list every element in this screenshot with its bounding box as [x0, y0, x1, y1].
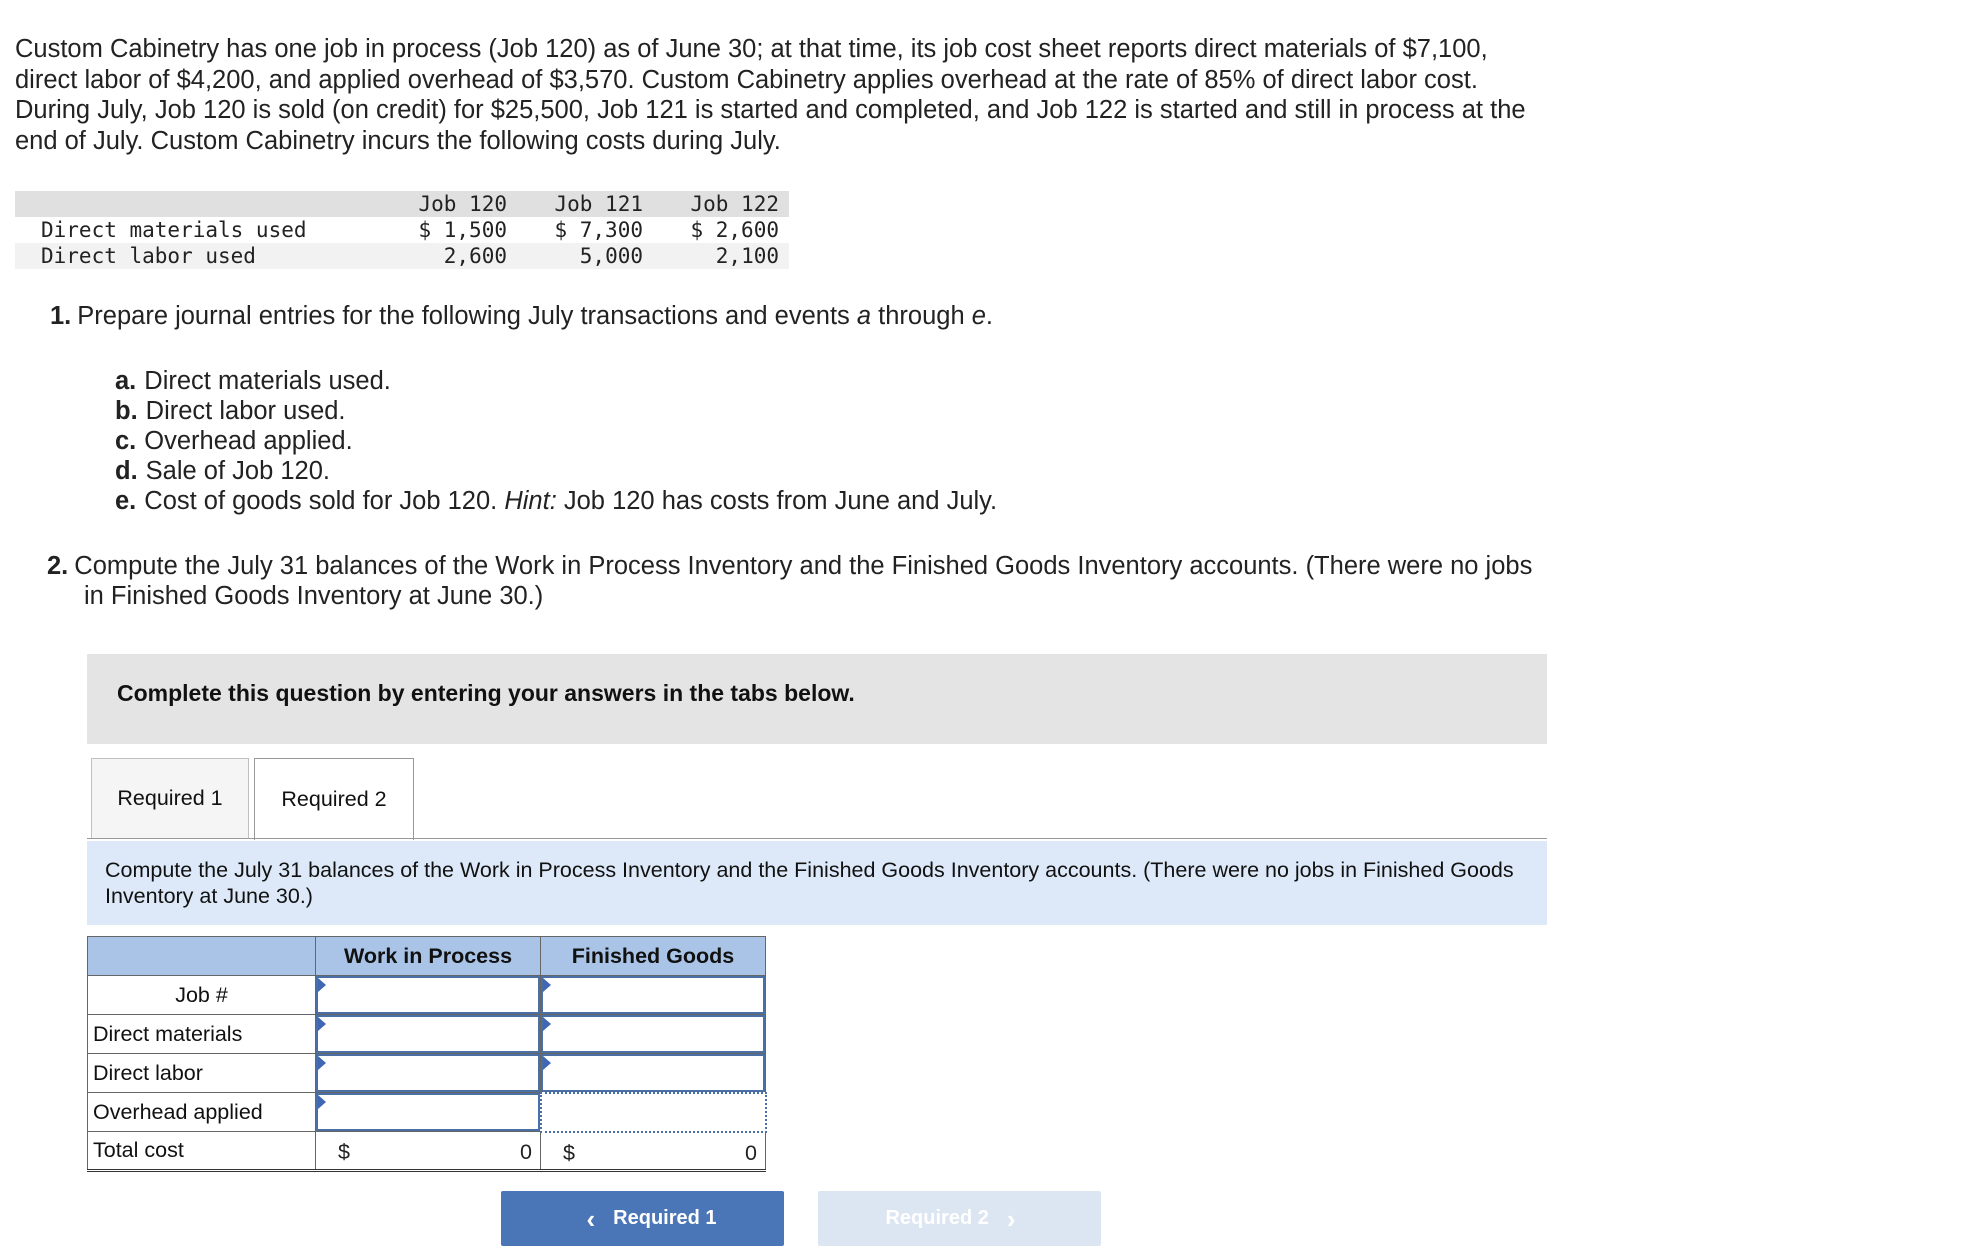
question-number: 1. [50, 302, 72, 330]
question-text: . [985, 302, 993, 330]
marker-icon [318, 1017, 326, 1031]
tab-divider [87, 838, 1547, 839]
currency-symbol: $ [563, 1140, 575, 1165]
marker-icon [318, 1056, 326, 1070]
wip-oh-field[interactable] [316, 1093, 540, 1131]
question-text: Compute the July 31 balances of the Work in Process Inventory and the Finished Goods Inventory accounts. (There were no jobs [74, 552, 1533, 580]
chevron-right-icon: › [1006, 1203, 1016, 1234]
prev-button-label: Required 1 [613, 1207, 717, 1229]
job-cost-table [15, 191, 789, 269]
grid-corner [88, 937, 316, 976]
wip-job-input[interactable] [316, 976, 541, 1015]
cell-value: 5,000 [517, 243, 653, 269]
total-value: 0 [520, 1140, 532, 1164]
instructions-banner [87, 654, 1547, 744]
tab-required-2[interactable]: Required 2 [254, 758, 414, 840]
wip-dm-field[interactable] [316, 1015, 540, 1053]
list-item: c. Overhead applied. [115, 427, 353, 455]
question-text: in Finished Goods Inventory at June 30.) [84, 582, 544, 610]
fg-total [541, 1132, 766, 1171]
question-2 [47, 551, 1647, 611]
row-label: Direct materials used [15, 217, 381, 243]
intro-line: Custom Cabinetry has one job in process (Job 120) as of June 30; at that time, its job cost sheet reports direct materials of $7,100, [15, 35, 1488, 63]
fg-oh-input[interactable] [541, 1093, 766, 1132]
total-row [88, 1132, 766, 1171]
wip-dl-input[interactable] [316, 1054, 541, 1093]
next-required-button [818, 1191, 1101, 1246]
wip-job-field[interactable] [316, 976, 540, 1014]
tab-required-1[interactable]: Required 1 [91, 758, 249, 838]
header-blank [15, 191, 381, 217]
question-italic: e [971, 302, 986, 330]
column-header-fg: Finished Goods [541, 937, 766, 976]
header-job-121: Job 121 [517, 191, 653, 217]
row-label: Direct materials [88, 1015, 316, 1054]
intro-line: During July, Job 120 is sold (on credit) for $25,500, Job 121 is started and completed, and Job 122 is started and still in process at the [15, 96, 1526, 124]
question-text: through [871, 302, 972, 330]
total-value: 0 [745, 1140, 757, 1165]
currency-symbol: $ [338, 1140, 350, 1164]
question-1 [50, 302, 993, 331]
wip-dl-field[interactable] [316, 1054, 540, 1092]
row-label: Total cost [88, 1132, 316, 1171]
grid-header-row [88, 937, 766, 976]
fg-dm-input[interactable] [541, 1015, 766, 1054]
question-italic: a [856, 302, 872, 330]
wip-dm-input[interactable] [316, 1015, 541, 1054]
intro-line: end of July. Custom Cabinetry incurs the following costs during July. [15, 126, 781, 155]
table-header-row [15, 191, 789, 217]
list-item: d. Sale of Job 120. [115, 457, 330, 485]
table-row [88, 1093, 766, 1132]
fg-job-input[interactable] [541, 976, 766, 1015]
row-label: Direct labor [88, 1054, 316, 1093]
question-text: Prepare journal entries for the following July transactions and events [77, 302, 857, 330]
table-row [15, 217, 789, 243]
marker-icon [543, 1017, 551, 1031]
cell-value: $ 2,600 [653, 217, 789, 243]
table-row [88, 1054, 766, 1093]
question-1-items [115, 366, 997, 516]
answer-grid [87, 936, 767, 1172]
cell-value: 2,100 [653, 243, 789, 269]
fg-dl-input[interactable] [541, 1054, 766, 1093]
banner-text: Complete this question by entering your answers in the tabs below. [117, 680, 855, 706]
header-job-120: Job 120 [381, 191, 517, 217]
tab-instruction: Compute the July 31 balances of the Work in Process Inventory and the Finished Goods Inventory accounts. (There were no jobs in Finished Goods Inventory at June 30.) [87, 841, 1547, 925]
fg-dm-field[interactable] [541, 1015, 765, 1053]
prev-required-button[interactable] [501, 1191, 784, 1246]
list-item: a. Direct materials used. [115, 367, 391, 395]
marker-icon [543, 1056, 551, 1070]
row-label: Overhead applied [88, 1093, 316, 1132]
header-job-122: Job 122 [653, 191, 789, 217]
fg-job-field[interactable] [541, 976, 765, 1014]
wip-total [316, 1132, 541, 1171]
column-header-wip: Work in Process [316, 937, 541, 976]
dropdown-marker-icon [543, 978, 551, 992]
fg-dl-field[interactable] [541, 1054, 765, 1092]
marker-icon [318, 1095, 326, 1109]
list-item: e. Cost of goods sold for Job 120. Hint: Job 120 has costs from June and July. [115, 487, 998, 515]
row-label: Direct labor used [15, 243, 381, 269]
intro-line: direct labor of $4,200, and applied overhead of $3,570. Custom Cabinetry applies overhead at the rate of 85% of direct labor cost. [15, 65, 1478, 94]
table-row [88, 976, 766, 1015]
list-item: b. Direct labor used. [115, 397, 346, 425]
row-label: Job # [88, 976, 316, 1015]
next-button-label: Required 2 [885, 1207, 989, 1229]
hint-label: Hint: [504, 487, 557, 515]
dropdown-marker-icon [318, 978, 326, 992]
table-row [88, 1015, 766, 1054]
table-row [15, 243, 789, 269]
question-number: 2. [47, 552, 69, 580]
cell-value: $ 7,300 [517, 217, 653, 243]
problem-intro [15, 34, 1655, 156]
wip-oh-input[interactable] [316, 1093, 541, 1132]
cell-value: $ 1,500 [381, 217, 517, 243]
cell-value: 2,600 [381, 243, 517, 269]
chevron-left-icon: ‹ [586, 1203, 596, 1234]
